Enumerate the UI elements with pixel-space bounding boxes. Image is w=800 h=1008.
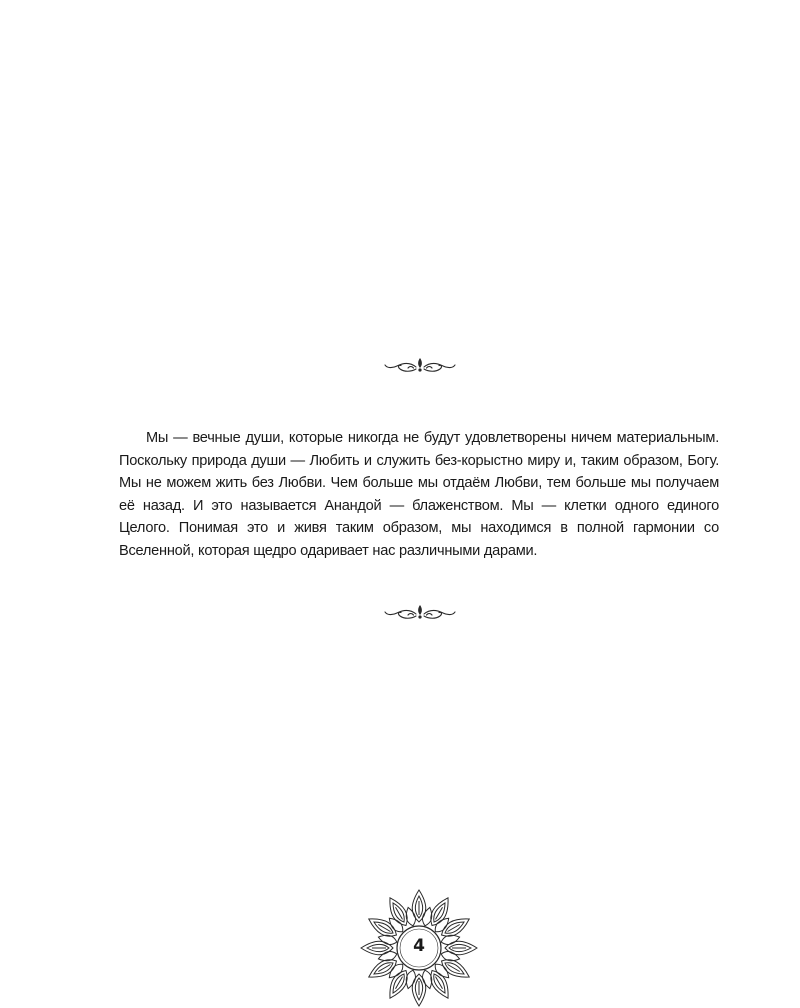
page-number: 4 [413, 936, 425, 956]
flourish-divider-icon [383, 356, 457, 376]
body-paragraph: Мы — вечные души, которые никогда не будут удовлетворены ничем материальным. Поскольку природа души — Любить и служить без-корыстно миру и, таким образом, Богу. Мы не можем жить без Любви. Чем больше мы отдаём Любви, тем больше мы получаем её назад. И это называется Анандой — блаженством. Мы — клетки одного единого Целого. Понимая это и живя таким образом, мы находимся в полной гармонии со Вселенной, которая щедро одаривает нас различными дарами. [119, 430, 719, 559]
page-number-badge [359, 888, 479, 1008]
flourish-divider-icon [383, 603, 457, 623]
